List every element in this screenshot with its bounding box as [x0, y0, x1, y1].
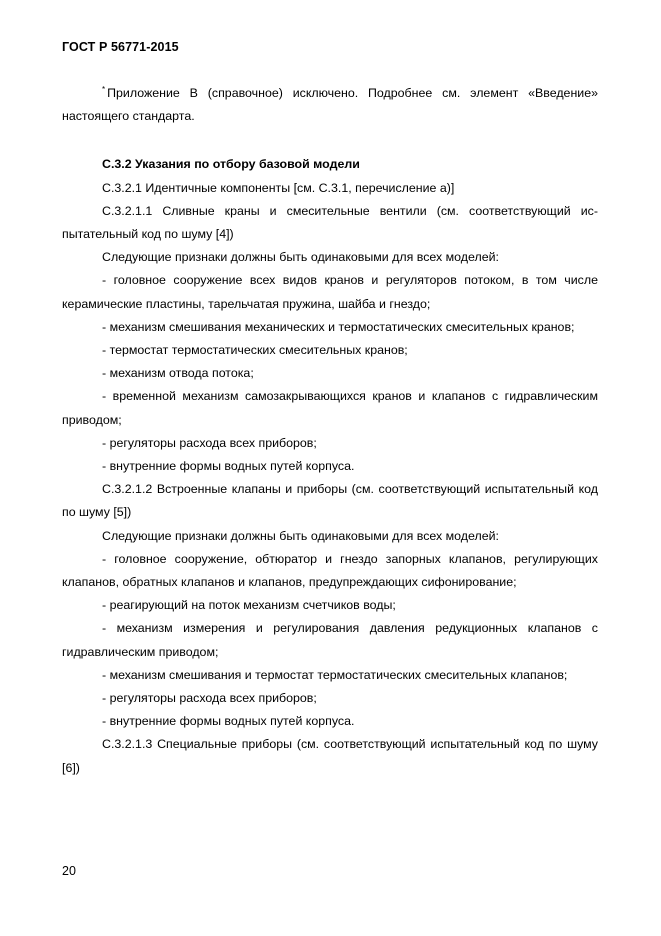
- paragraph-c3-2-1-2: С.3.2.1.2 Встроенные клапаны и приборы (см. соответствующий испытательный код по шуму [5]): [62, 482, 598, 520]
- list-item: - механизм смешивания и термостат термостатических смесительных клапанов;: [102, 667, 568, 682]
- list-item: - механизм отвода потока;: [102, 366, 254, 381]
- list-item: - головное сооружение всех видов кранов и регуляторов потоком, в том числе керамические пластины, тарельчатая пружина, шайба и гнездо;: [62, 273, 598, 311]
- section-heading: С.3.2 Указания по отбору базовой модели: [102, 157, 360, 172]
- list-item: - внутренние формы водных путей корпуса.: [102, 459, 355, 474]
- list-item: - механизм смешивания механических и термостатических смесительных кранов;: [102, 319, 575, 334]
- list-item: - реагирующий на поток механизм счетчиков воды;: [102, 598, 396, 613]
- document-code-header: ГОСТ Р 56771-2015: [62, 40, 179, 54]
- paragraph-c3-2-1-1: С.3.2.1.1 Сливные краны и смесительные вентили (см. соответствующий испытательный код по шуму [4]): [62, 203, 598, 242]
- paragraph-c3-2-1: С.3.2.1 Идентичные компоненты [см. С.3.1, перечисление а)]: [102, 180, 455, 195]
- document-body: [62, 78, 598, 780]
- list-item: - механизм измерения и регулирования давления редукционных клапанов с гидравлическим приводом;: [62, 621, 598, 659]
- list-item: - регуляторы расхода всех приборов;: [102, 691, 317, 706]
- list-item: - головное сооружение, обтюратор и гнездо запорных клапанов, регулирующих клапанов, обратных клапанов и клапанов, предупреждающих сифонирование;: [62, 551, 598, 590]
- page-number: 20: [62, 864, 76, 878]
- list-item: - регуляторы расхода всех приборов;: [102, 435, 317, 450]
- list-item: - термостат термостатических смесительных кранов;: [102, 343, 408, 358]
- footnote-text: Приложение В (справочное) исключено. Подробнее см. элемент «Введение» настоящего стандарта.: [62, 86, 598, 124]
- paragraph-c3-2-1-3: С.3.2.1.3 Специальные приборы (см. соответствующий испытательный код по шуму [6]): [62, 737, 598, 775]
- footnote-paragraph: [62, 78, 598, 128]
- footnote-mark: *: [102, 85, 106, 94]
- paragraph-features-intro: Следующие признаки должны быть одинаковыми для всех моделей:: [102, 528, 499, 543]
- list-item: - временной механизм самозакрывающихся кранов и клапанов с гидравлическим приводом;: [62, 389, 598, 427]
- list-item: - внутренние формы водных путей корпуса.: [102, 714, 355, 729]
- paragraph-features-intro: Следующие признаки должны быть одинаковыми для всех моделей:: [102, 250, 499, 265]
